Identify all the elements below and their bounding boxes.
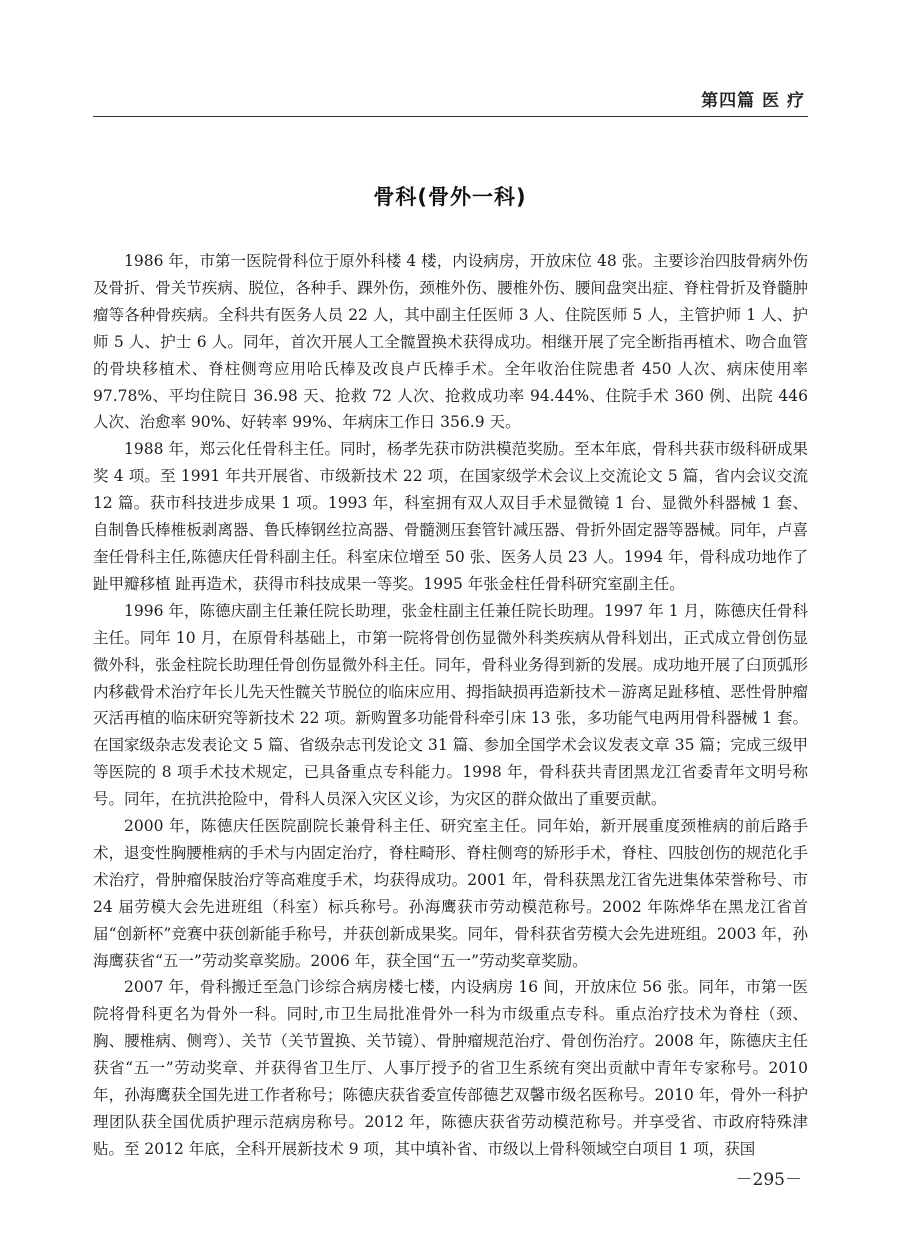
section-title: 骨科(骨外一科) <box>373 185 527 209</box>
paragraph-2007: 2007 年，骨科搬迁至急门诊综合病房楼七楼，内设病房 16 间，开放床位 56 张。同年，市第一医院将骨科更名为骨外一科。同时,市卫生局批准骨外一科为市级重点专科。重点治疗技术为脊柱（颈、胸、腰椎病、侧弯）、关节（关节置换、关节镜）、骨肿瘤规范治疗、骨创伤治疗。2008 年，陈德庆主任获省“五一”劳动奖章、并获得省卫生厅、人事厅授予的省卫生系统有突出贡献中青年专家称号。2010 年，孙海鹰获全国先进工作者称号；陈德庆获省委宣传部德艺双馨市级名医称号。2010 年，骨外一科护理团队获全国优质护理示范病房称号。2012 年，陈德庆获省劳动模范称号。并享受省、市政府特殊津贴。至 2012 年底，全科开展新技术 9 项，其中填补省、市级以上骨科领域空白项目 1 项，获国 <box>93 978 808 1158</box>
paragraph-2000: 2000 年，陈德庆任医院副院长兼骨科主任、研究室主任。同年始，新开展重度颈椎病的前后路手术，退变性胸腰椎病的手术与内固定治疗，脊柱畸形、脊柱侧弯的矫形手术，脊柱、四肢创伤的规范化手术治疗，骨肿瘤保肢治疗等高难度手术，均获得成功。2001 年，骨科获黑龙江省先进集体荣誉称号、市 24 届劳模大会先进班组（科室）标兵称号。孙海鹰获市劳动模范称号。2002 年陈烨华在黑龙江省首届“创新杯”竞赛中获创新能手称号，并获创新成果奖。同年，骨科获省劳模大会先进班组。2003 年，孙海鹰获省“五一”劳动奖章奖励。2006 年，获全国“五一”劳动奖章奖励。 <box>93 817 808 970</box>
paragraph-1988: 1988 年，郑云化任骨科主任。同时，杨孝先获市防洪模范奖励。至本年底，骨科共获市级科研成果奖 4 项。至 1991 年共开展省、市级新技术 22 项，在国家级学术会议上交流论文 5 篇，省内会议交流 12 篇。获市科技进步成果 1 项。1993 年，科室拥有双人双目手术显微镜 1 台、显微外科器械 1 套、自制鲁氏棒椎板剥离器、鲁氏棒钢丝拉高器、骨髓测压套管针减压器、骨折外固定器等器械。同年，卢喜奎任骨科主任,陈德庆任骨科副主任。科室床位增至 50 张、医务人员 23 人。1994 年，骨科成功地作了 趾甲瓣移植 趾再造术，获得市科技成果一等奖。1995 年张金柱任骨科研究室副主任。 <box>93 440 808 593</box>
body-text <box>93 248 808 1163</box>
paragraph-1986: 1986 年，市第一医院骨科位于原外科楼 4 楼，内设病房，开放床位 48 张。主要诊治四肢骨病外伤及骨折、骨关节疾病、脱位，各种手、踝外伤，颈椎外伤、腰椎外伤、腰间盘突出症、脊柱骨折及脊髓肿瘤等各种骨疾病。全科共有医务人员 22 人，其中副主任医师 3 人、住院医师 5 人，主管护师 1 人、护师 5 人、护士 6 人。同年，首次开展人工全髋置换术获得成功。相继开展了完全断指再植术、吻合血管的骨块移植术、脊柱侧弯应用哈氏棒及改良卢氏棒手术。全年收治住院患者 450 人次、病床使用率 97.78%、平均住院日 36.98 天、抢救 72 人次、抢救成功率 94.44%、住院手术 360 例、出院 446 人次、治愈率 90%、好转率 99%、年病床工作日 356.9 天。 <box>93 252 808 432</box>
header-rule <box>93 116 808 117</box>
running-header-chapter: 第四篇 医 疗 <box>701 91 805 111</box>
page-number: －295－ <box>735 1170 802 1190</box>
paragraph-1996: 1996 年，陈德庆副主任兼任院长助理，张金柱副主任兼任院长助理。1997 年 1 月，陈德庆任骨科主任。同年 10 月，在原骨科基础上，市第一院将骨创伤显微外科类疾病从骨科划出，正式成立骨创伤显微外科，张金柱院长助理任骨创伤显微外科主任。同年，骨科业务得到新的发展。成功地开展了臼顶弧形内移截骨术治疗年长儿先天性髋关节脱位的临床应用、拇指缺损再造新技术－游离足趾移植、恶性骨肿瘤灭活再植的临床研究等新技术 22 项。新购置多功能骨科牵引床 13 张，多功能气电两用骨科器械 1 套。在国家级杂志发表论文 5 篇、省级杂志刊发论文 31 篇、参加全国学术会议发表文章 35 篇；完成三级甲等医院的 8 项手术技术规定，已具备重点专科能力。1998 年，骨科获共青团黑龙江省委青年文明号称号。同年，在抗洪抢险中，骨科人员深入灾区义诊，为灾区的群众做出了重要贡献。 <box>93 601 808 809</box>
